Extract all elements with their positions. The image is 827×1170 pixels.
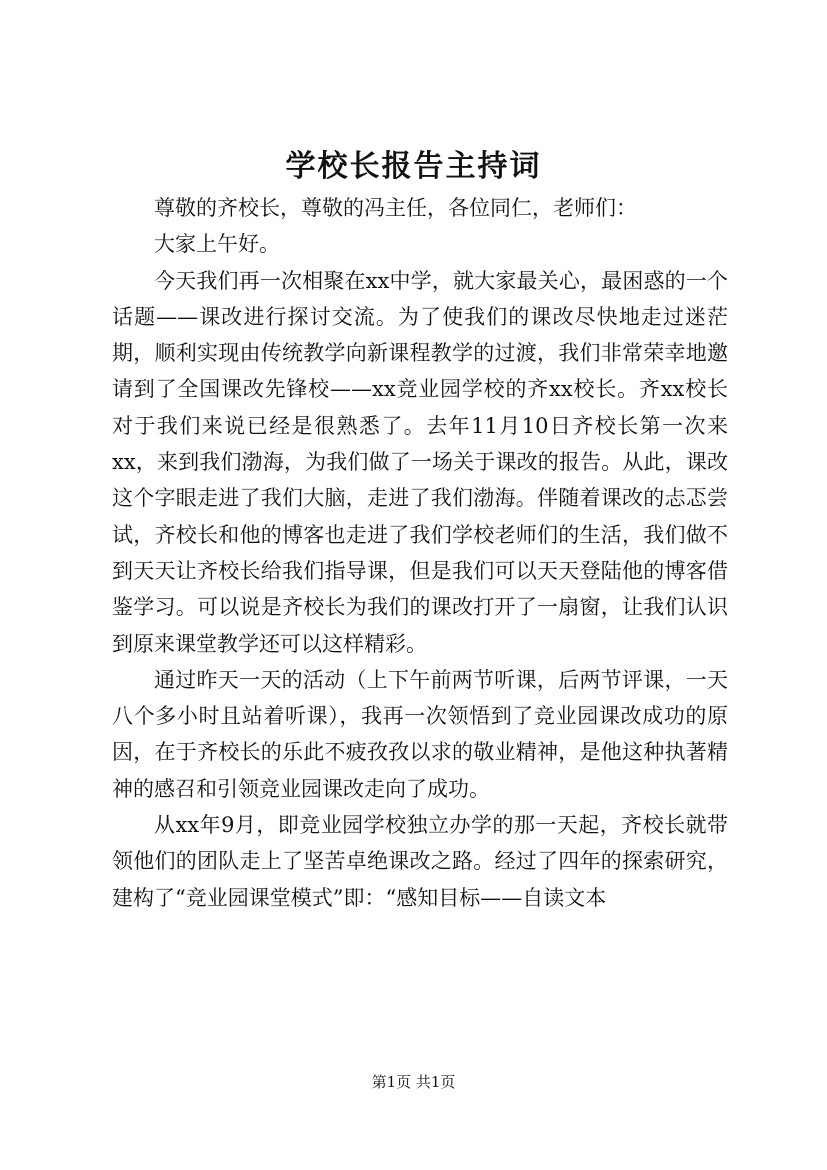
paragraph-introduction: 今天我们再一次相聚在xx中学，就大家最关心，最困惑的一个话题——课改进行探讨交流。为了使我们的课改尽快地走过迷茫期，顺利实现由传统教学向新课程教学的过渡，我们非常荣幸地邀请到了全国课改先锋校——xx竞业园学校的齐xx校长。齐xx校长对于我们来说已经是很熟悉了。去年11月10日齐校长第一次来xx，来到我们渤海，为我们做了一场关于课改的报告。从此，课改这个字眼走进了我们大脑，走进了我们渤海。伴随着课改的忐忑尝试，齐校长和他的博客也走进了我们学校老师们的生活，我们做不到天天让齐校长给我们指导课，但是我们可以天天登陆他的博客借鉴学习。可以说是齐校长为我们的课改打开了一扇窗，让我们认识到原来课堂教学还可以这样精彩。 — [112, 268, 728, 656]
page-footer: 第1页 共1页 — [371, 1073, 456, 1091]
paragraph-salutation: 尊敬的齐校长，尊敬的冯主任，各位同仁，老师们： — [154, 196, 637, 220]
paragraph-greeting: 大家上午好。 — [154, 232, 280, 257]
paragraph-activity-reflection: 通过昨天一天的活动（上下午前两节听课，后两节评课，一天八个多小时且站着听课），我再一次领悟到了竞业园课改成功的原因，在于齐校长的乐此不疲孜孜以求的敬业精神，是他这种执著精神的感召和引领竞业园课改走向了成功。 — [112, 667, 728, 801]
document-title: 学校长报告主持词 — [285, 149, 542, 184]
paragraph-reform-history: 从xx年9月，即竞业园学校独立办学的那一天起，齐校长就带领他们的团队走上了坚苦卓绝课改之路。经过了四年的探索研究，建构了“竞业园课堂模式”即：“感知目标——自读文本 — [112, 813, 728, 910]
document-body — [112, 190, 728, 916]
